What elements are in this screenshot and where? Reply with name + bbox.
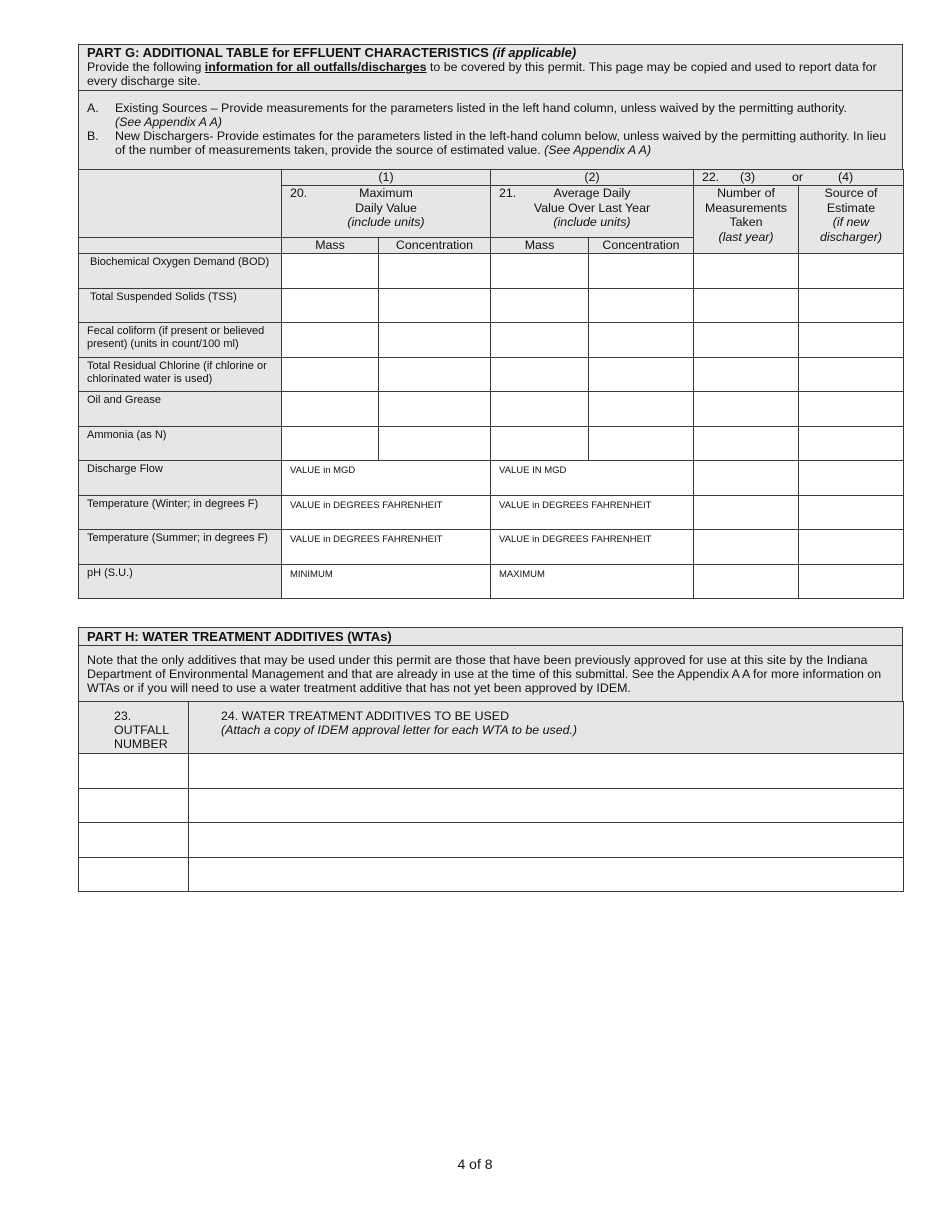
measurements-input[interactable] [694, 426, 799, 461]
part-h-title-bar [78, 627, 903, 646]
source-estimate-input[interactable] [799, 426, 904, 461]
avg-value-input[interactable]: VALUE IN MGD [491, 461, 694, 496]
mass-header-1: Mass [282, 238, 379, 254]
measurements-input[interactable] [694, 461, 799, 496]
parameter-label: Temperature (Summer; in degrees F) [79, 530, 282, 565]
outfall-number-input[interactable] [79, 788, 189, 823]
measurements-input[interactable] [694, 564, 799, 599]
avg-mass-input[interactable] [491, 323, 589, 358]
max-concentration-input[interactable] [379, 392, 491, 427]
measurements-input[interactable] [694, 288, 799, 323]
avg-value-input[interactable]: VALUE in DEGREES FAHRENHEIT [491, 495, 694, 530]
table-row [79, 392, 904, 427]
max-mass-input[interactable] [282, 254, 379, 289]
col1-header: 20. Maximum Daily Value (include units) [282, 186, 491, 238]
max-concentration-input[interactable] [379, 426, 491, 461]
max-concentration-input[interactable] [379, 357, 491, 392]
measurements-input[interactable] [694, 323, 799, 358]
avg-concentration-input[interactable] [589, 426, 694, 461]
wta-table [78, 701, 904, 892]
table-row [79, 426, 904, 461]
parameter-label: Oil and Grease [79, 392, 282, 427]
avg-concentration-input[interactable] [589, 323, 694, 358]
wta-row [79, 788, 904, 823]
part-g-header [78, 44, 903, 91]
instruction-a: A. Existing Sources – Provide measurements for the parameters listed in the left hand column, unless waived by the permitting authority. (See Appendix A A) [87, 101, 847, 129]
avg-mass-input[interactable] [491, 254, 589, 289]
parameter-label: Biochemical Oxygen Demand (BOD) [79, 254, 282, 289]
parameter-label: Discharge Flow [79, 461, 282, 496]
table-row [79, 357, 904, 392]
table-row [79, 461, 904, 496]
wta-input[interactable] [189, 857, 904, 892]
max-concentration-input[interactable] [379, 288, 491, 323]
source-estimate-input[interactable] [799, 357, 904, 392]
table-row [79, 564, 904, 599]
max-value-input[interactable]: VALUE in DEGREES FAHRENHEIT [282, 530, 491, 565]
wta-input[interactable] [189, 788, 904, 823]
source-estimate-input[interactable] [799, 392, 904, 427]
parameter-label: Fecal coliform (if present or believed present) (units in count/100 ml) [79, 323, 282, 358]
table-row [79, 288, 904, 323]
concentration-header-2: Concentration [589, 238, 694, 254]
parameter-label: Total Suspended Solids (TSS) [79, 288, 282, 323]
avg-mass-input[interactable] [491, 426, 589, 461]
outfall-number-input[interactable] [79, 754, 189, 789]
source-estimate-input[interactable] [799, 461, 904, 496]
max-concentration-input[interactable] [379, 323, 491, 358]
instruction-b: B. New Dischargers- Provide estimates for the parameters listed in the left-hand column below, unless waived by the permitting authority. In lieu of the number of measurements taken, provide the source of estimated value. (See Appendix A A) [87, 129, 887, 157]
max-value-input[interactable]: MINIMUM [282, 564, 491, 599]
outfall-number-input[interactable] [79, 823, 189, 858]
source-estimate-input[interactable] [799, 530, 904, 565]
wta-input[interactable] [189, 754, 904, 789]
wta-input[interactable] [189, 823, 904, 858]
source-estimate-input[interactable] [799, 288, 904, 323]
source-estimate-input[interactable] [799, 495, 904, 530]
header-blank-2 [79, 238, 282, 254]
measurements-input[interactable] [694, 254, 799, 289]
measurements-input[interactable] [694, 530, 799, 565]
part-h-note: Note that the only additives that may be used under this permit are those that have been previously approved for use at this site by the Indiana Department of Environmental Management and that are already in use at the time of this submittal. See the Appendix A A for more information on WTAs or if you will need to use a water treatment additive that has not yet been approved by IDEM. [78, 645, 903, 702]
part-g-intro: Provide the following information for all outfalls/discharges to be covered by this permit. This page may be copied and used to report data for every discharge site. [87, 60, 877, 88]
avg-value-input[interactable]: MAXIMUM [491, 564, 694, 599]
parameter-label: Temperature (Winter; in degrees F) [79, 495, 282, 530]
source-estimate-input[interactable] [799, 254, 904, 289]
avg-concentration-input[interactable] [589, 357, 694, 392]
col2-num: (2) [491, 170, 694, 186]
effluent-table [78, 169, 904, 599]
part-g-title: PART G: ADDITIONAL TABLE for EFFLUENT CHARACTERISTICS (if applicable) [87, 45, 577, 60]
wta-row [79, 857, 904, 892]
max-mass-input[interactable] [282, 357, 379, 392]
mass-header-2: Mass [491, 238, 589, 254]
col4-header: Source of Estimate (if new discharger) [799, 186, 904, 254]
wta-header: 24. WATER TREATMENT ADDITIVES TO BE USED (Attach a copy of IDEM approval letter for each WTA to be used.) [189, 702, 904, 754]
table-row [79, 495, 904, 530]
avg-mass-input[interactable] [491, 357, 589, 392]
wta-row [79, 823, 904, 858]
col2-header: 21. Average Daily Value Over Last Year (include units) [491, 186, 694, 238]
avg-mass-input[interactable] [491, 288, 589, 323]
measurements-input[interactable] [694, 495, 799, 530]
max-mass-input[interactable] [282, 426, 379, 461]
measurements-input[interactable] [694, 357, 799, 392]
parameter-label: pH (S.U.) [79, 564, 282, 599]
concentration-header-1: Concentration [379, 238, 491, 254]
part-h-title: PART H: WATER TREATMENT ADDITIVES (WTAs) [87, 629, 392, 644]
avg-concentration-input[interactable] [589, 288, 694, 323]
table-row [79, 254, 904, 289]
max-value-input[interactable]: VALUE in MGD [282, 461, 491, 496]
avg-concentration-input[interactable] [589, 254, 694, 289]
max-mass-input[interactable] [282, 288, 379, 323]
header-blank [79, 170, 282, 238]
avg-value-input[interactable]: VALUE in DEGREES FAHRENHEIT [491, 530, 694, 565]
max-concentration-input[interactable] [379, 254, 491, 289]
col1-num: (1) [282, 170, 491, 186]
col3-header: Number of Measurements Taken (last year) [694, 186, 799, 254]
wta-rows [79, 754, 904, 892]
col34-num: 22. (3) or (4) [694, 170, 904, 186]
max-value-input[interactable]: VALUE in DEGREES FAHRENHEIT [282, 495, 491, 530]
part-g-instructions [78, 90, 903, 170]
parameter-label: Ammonia (as N) [79, 426, 282, 461]
avg-concentration-input[interactable] [589, 392, 694, 427]
max-mass-input[interactable] [282, 323, 379, 358]
parameter-label: Total Residual Chlorine (if chlorine or chlorinated water is used) [79, 357, 282, 392]
avg-mass-input[interactable] [491, 392, 589, 427]
table-row [79, 323, 904, 358]
parameter-rows [79, 254, 904, 599]
source-estimate-input[interactable] [799, 323, 904, 358]
measurements-input[interactable] [694, 392, 799, 427]
outfall-number-input[interactable] [79, 857, 189, 892]
page-number: 4 of 8 [457, 1156, 493, 1172]
source-estimate-input[interactable] [799, 564, 904, 599]
table-row [79, 530, 904, 565]
max-mass-input[interactable] [282, 392, 379, 427]
wta-row [79, 754, 904, 789]
outfall-number-header: 23. OUTFALL NUMBER [79, 702, 189, 754]
